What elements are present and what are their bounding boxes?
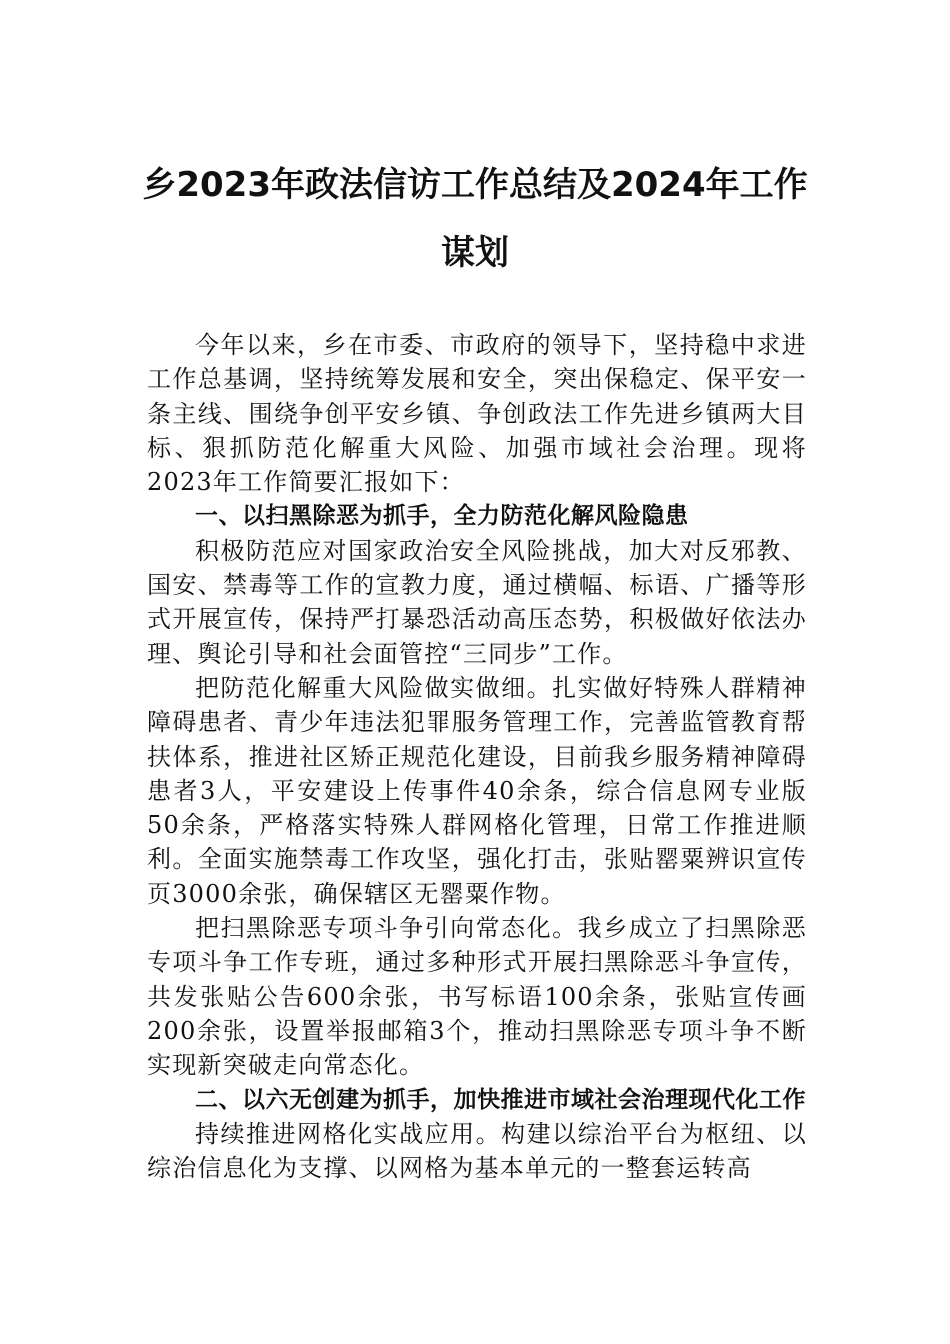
document-body xyxy=(147,328,807,1185)
body-paragraph: 持续推进网格化实战应用。构建以综治平台为枢纽、以综治信息化为支撑、以网格为基本单元的一整套运转高 xyxy=(147,1119,807,1183)
body-paragraph: 把扫黑除恶专项斗争引向常态化。我乡成立了扫黑除恶专项斗争工作专班，通过多种形式开展扫黑除恶斗争宣传，共发张贴公告600余张，书写标语100余条，张贴宣传画200余张，设置举报邮箱3个，推动扫黑除恶专项斗争不断实现新突破走向常态化。 xyxy=(147,914,807,1080)
document-title-line-2: 谋划 xyxy=(441,233,509,273)
section-heading: 一、以扫黑除恶为抓手，全力防范化解风险隐患 xyxy=(195,503,689,530)
body-paragraph: 把防范化解重大风险做实做细。扎实做好特殊人群精神障碍患者、青少年违法犯罪服务管理工作，完善监管教育帮扶体系，推进社区矫正规范化建设，目前我乡服务精神障碍患者3人，平安建设上传事件40余条，综合信息网专业版50余条，严格落实特殊人群网格化管理，日常工作推进顺利。全面实施禁毒工作攻坚，强化打击，张贴罂粟辨识宣传页3000余张，确保辖区无罂粟作物。 xyxy=(147,673,807,908)
body-paragraph: 积极防范应对国家政治安全风险挑战，加大对反邪教、国安、禁毒等工作的宣教力度，通过横幅、标语、广播等形式开展宣传，保持严打暴恐活动高压态势，积极做好依法办理、舆论引导和社会面管控“三同步”工作。 xyxy=(147,536,807,668)
body-paragraph: 今年以来，乡在市委、市政府的领导下，坚持稳中求进工作总基调，坚持统筹发展和安全，突出保稳定、保平安一条主线、围绕争创平安乡镇、争创政法工作先进乡镇两大目标、狠抓防范化解重大风险、加强市域社会治理。现将2023年工作简要汇报如下： xyxy=(147,331,807,497)
section-heading: 二、以六无创建为抓手，加快推进市域社会治理现代化工作 xyxy=(195,1086,806,1113)
document-title-line-1: 乡2023年政法信访工作总结及2024年工作 xyxy=(142,165,808,205)
